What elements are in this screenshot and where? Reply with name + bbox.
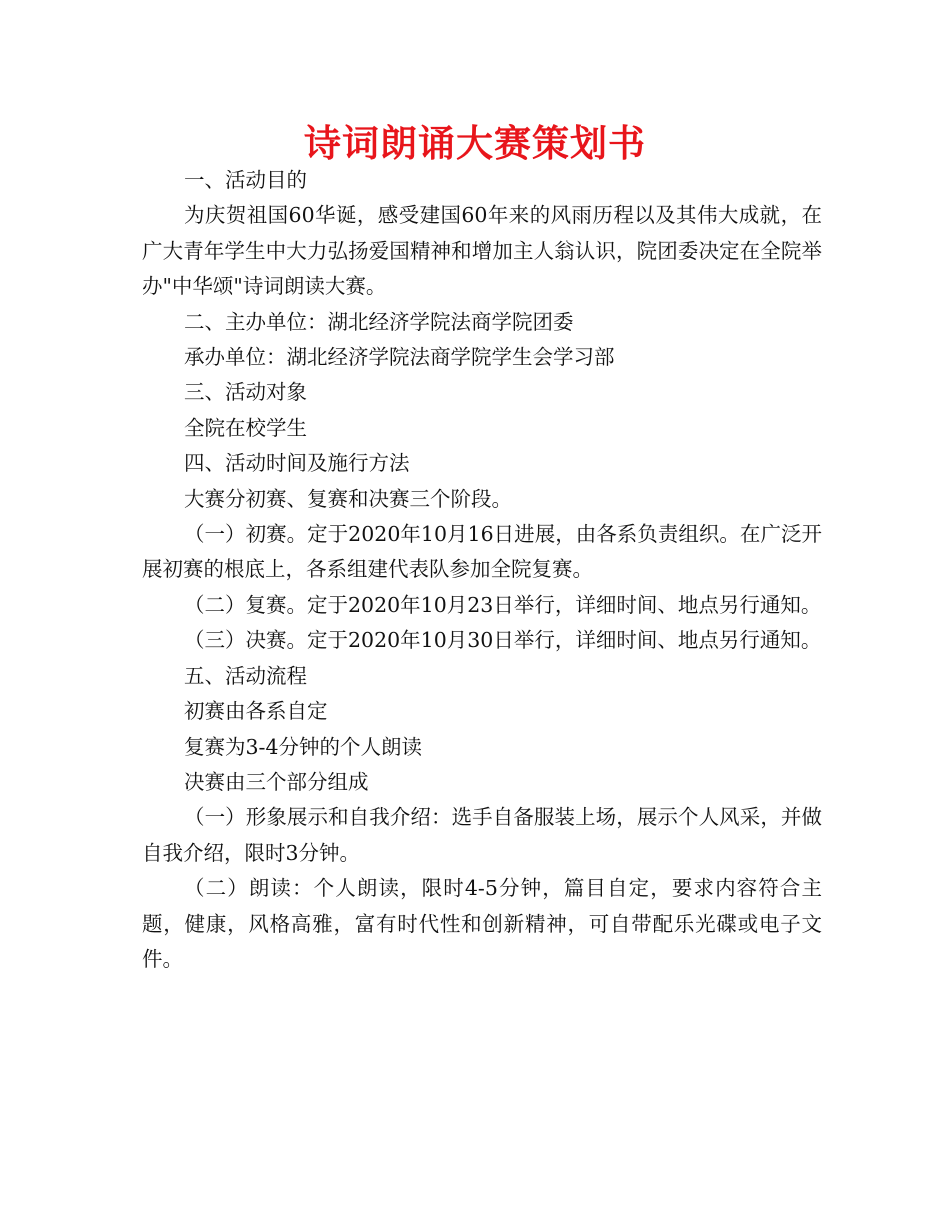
document-title: 诗词朗诵大赛策划书: [304, 122, 646, 165]
paragraph-preliminary: （一）初赛。定于2020年10月16日进展，由各系负责组织。在广泛开展初赛的根底上，各系组建代表队参加全院复赛。: [142, 522, 822, 582]
section-heading-schedule: 四、活动时间及施行方法: [184, 451, 410, 476]
paragraph-semifinal-process: 复赛为3-4分钟的个人朗读: [184, 734, 423, 759]
paragraph-final-part-two: （二）朗读：个人朗读，限时4-5分钟，篇目自定，要求内容符合主题，健康，风格高雅，富有时代性和创新精神，可自带配乐光碟或电子文件。: [142, 876, 822, 971]
paragraph-audience: 全院在校学生: [184, 415, 307, 440]
paragraph-purpose: 为庆贺祖国60华诞，感受建国60年来的风雨历程以及其伟大成就，在广大青年学生中大力弘扬爱国精神和增加主人翁认识，院团委决定在全院举办"中华颂"诗词朗读大赛。: [142, 203, 822, 299]
paragraph-co-organizer: 承办单位：湖北经济学院法商学院学生会学习部: [184, 345, 615, 370]
paragraph-final-part-one: （一）形象展示和自我介绍：选手自备服装上场，展示个人风采，并做自我介绍，限时3分钟。: [142, 805, 822, 865]
section-heading-process: 五、活动流程: [184, 663, 307, 688]
section-heading-audience: 三、活动对象: [184, 380, 307, 405]
section-heading-purpose: 一、活动目的: [184, 168, 307, 192]
paragraph-final-process: 决赛由三个部分组成: [184, 769, 369, 794]
paragraph-stages: 大赛分初赛、复赛和决赛三个阶段。: [184, 486, 512, 511]
section-heading-organizer: 二、主办单位：湖北经济学院法商学院团委: [184, 309, 574, 334]
document-body: [142, 163, 822, 977]
paragraph-semifinal: （二）复赛。定于2020年10月23日举行，详细时间、地点另行通知。: [184, 592, 822, 617]
paragraph-final: （三）决赛。定于2020年10月30日举行，详细时间、地点另行通知。: [184, 628, 822, 653]
paragraph-preliminary-process: 初赛由各系自定: [184, 699, 328, 724]
